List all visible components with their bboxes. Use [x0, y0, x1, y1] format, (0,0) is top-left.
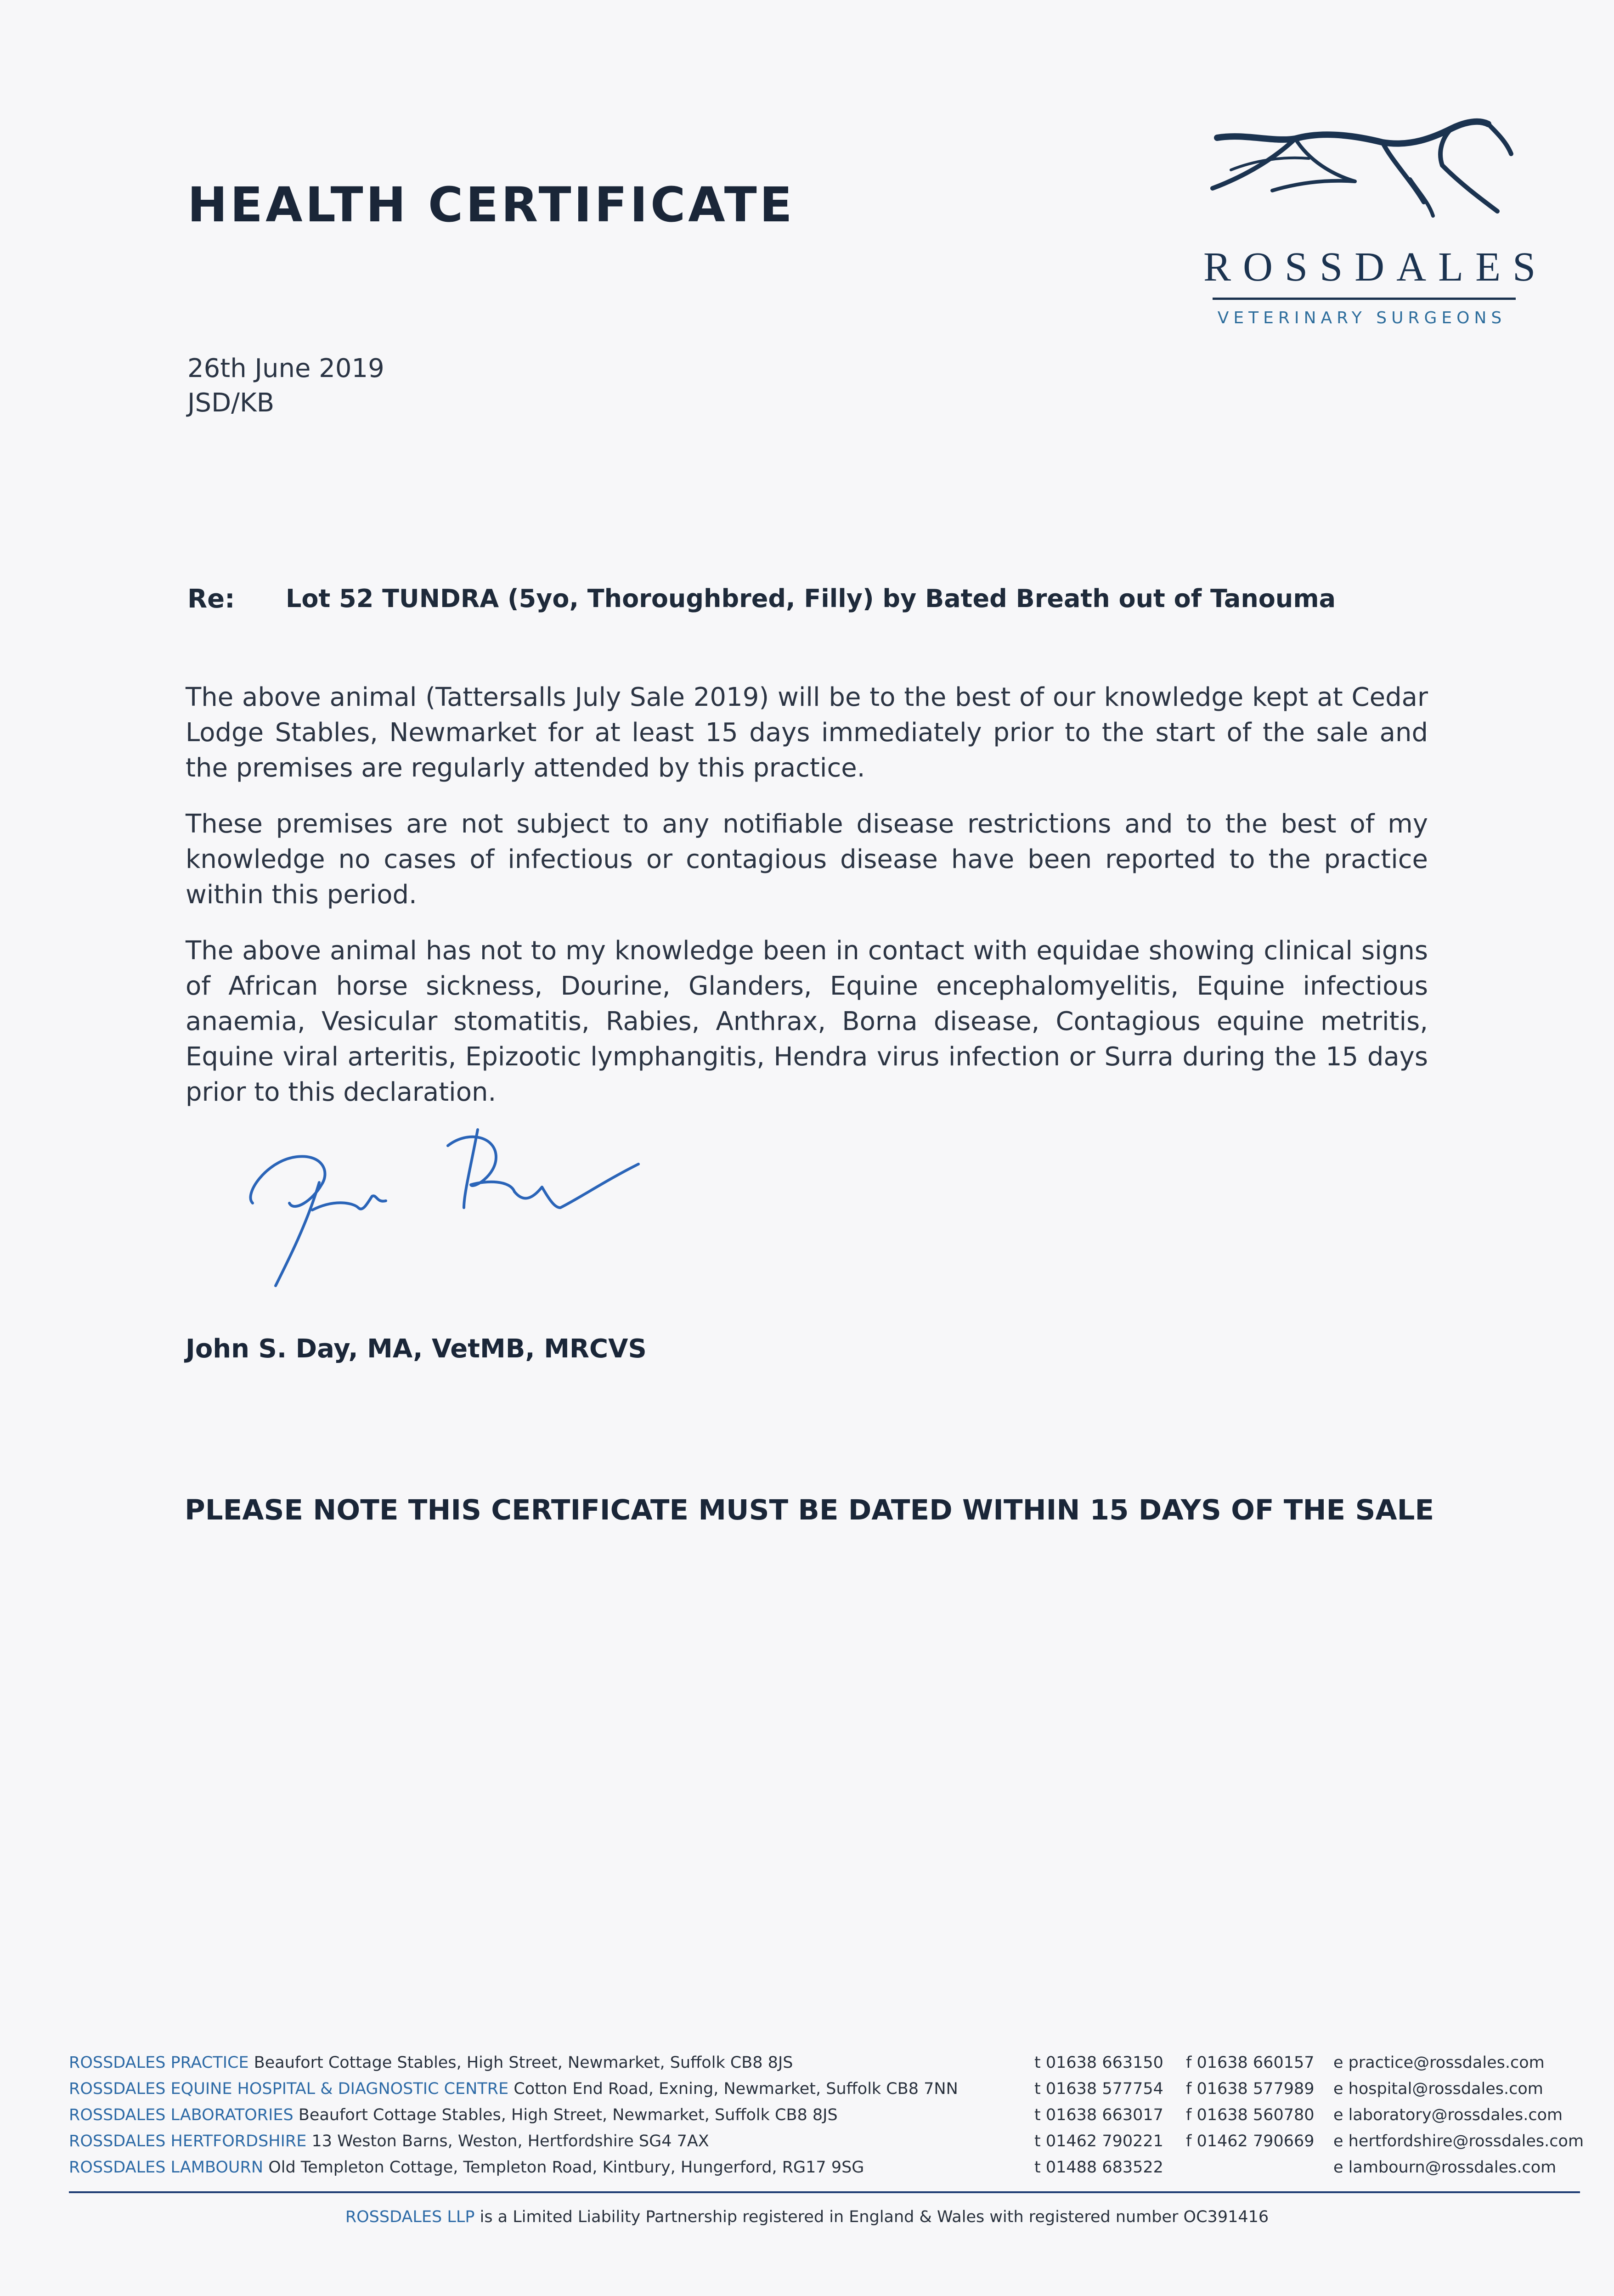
office-phone: t 01462 790221	[1034, 2132, 1163, 2150]
logo-divider	[1213, 298, 1516, 300]
office-fax: f 01638 560780	[1186, 2106, 1315, 2124]
office-phone: t 01638 663017	[1034, 2106, 1163, 2124]
office-name: ROSSDALES LABORATORIES	[69, 2106, 293, 2124]
office-phone: t 01488 683522	[1034, 2158, 1163, 2177]
body-paragraph: The above animal (Tattersalls July Sale 2019) will be to the best of our knowledge kept at Cedar Lodge Stables, Newmarket for at least 15 days immediately prior to the start of the sale and the premises are regularly attended by this practice.	[186, 682, 1428, 783]
office-email: e hospital@rossdales.com	[1333, 2080, 1543, 2098]
document-date: 26th June 2019	[187, 354, 384, 383]
office-row	[69, 2106, 1571, 2132]
office-row	[69, 2132, 1584, 2158]
office-address: Beaufort Cottage Stables, High Street, Newmarket, Suffolk CB8 8JS	[298, 2106, 838, 2124]
subject-line: Lot 52 TUNDRA (5yo, Thoroughbred, Filly) by Bated Breath out of Tanouma	[286, 584, 1336, 613]
certificate-body	[186, 680, 1428, 1131]
llp-statement	[0, 2208, 1614, 2226]
office-address: Beaufort Cottage Stables, High Street, Newmarket, Suffolk CB8 8JS	[254, 2054, 793, 2072]
office-phone: t 01638 577754	[1034, 2080, 1163, 2098]
logo-subtitle: VETERINARY SURGEONS	[1217, 309, 1507, 327]
logo-wordmark: ROSSDALES	[1203, 244, 1548, 290]
office-name: ROSSDALES PRACTICE	[69, 2054, 249, 2072]
document-reference: JSD/KB	[187, 388, 275, 418]
document-title: HEALTH CERTIFICATE	[187, 177, 795, 233]
office-email: e hertfordshire@rossdales.com	[1333, 2132, 1584, 2150]
office-name: ROSSDALES EQUINE HOSPITAL & DIAGNOSTIC CENTRE	[69, 2080, 509, 2098]
office-row	[69, 2158, 1571, 2184]
llp-name: ROSSDALES LLP	[345, 2208, 475, 2226]
important-note: PLEASE NOTE THIS CERTIFICATE MUST BE DATED WITHIN 15 DAYS OF THE SALE	[185, 1494, 1434, 1526]
office-fax: f 01638 577989	[1186, 2080, 1315, 2098]
office-fax: f 01638 660157	[1186, 2054, 1315, 2072]
office-row	[69, 2054, 1571, 2080]
llp-registration: is a Limited Liability Partnership registered in England & Wales with registered number OC391416	[480, 2208, 1269, 2226]
galloping-horse-icon	[1203, 110, 1525, 239]
office-address: 13 Weston Barns, Weston, Hertfordshire SG4 7AX	[311, 2132, 709, 2150]
office-phone: t 01638 663150	[1034, 2054, 1163, 2072]
signatory-name: John S. Day, MA, VetMB, MRCVS	[186, 1334, 647, 1364]
footer-divider	[69, 2191, 1580, 2193]
re-label: Re:	[187, 584, 235, 614]
handwritten-signature	[239, 1102, 698, 1306]
office-address: Cotton End Road, Exning, Newmarket, Suffolk CB8 7NN	[514, 2080, 958, 2098]
office-name: ROSSDALES LAMBOURN	[69, 2158, 264, 2177]
office-email: e practice@rossdales.com	[1333, 2054, 1545, 2072]
body-paragraph: The above animal has not to my knowledge been in contact with equidae showing clinical signs of African horse sickness, Dourine, Glanders, Equine encephalomyelitis, Equine infectious anaemia, Vesicular stomatitis, Rabies, Anthrax, Borna disease, Contagious equine metritis, Equine viral arteritis, Epizootic lymphangitis, Hendra virus infection or Surra during the 15 days prior to this declaration.	[186, 936, 1428, 1107]
rossdales-logo	[1203, 110, 1548, 331]
office-address: Old Templeton Cottage, Templeton Road, Kintbury, Hungerford, RG17 9SG	[268, 2158, 864, 2177]
body-paragraph: These premises are not subject to any notifiable disease restrictions and to the best of my knowledge no cases of infectious or contagious disease have been reported to the practice within this period.	[186, 809, 1428, 910]
office-email: e lambourn@rossdales.com	[1333, 2158, 1557, 2177]
footer-offices	[69, 2054, 1584, 2184]
office-name: ROSSDALES HERTFORDSHIRE	[69, 2132, 307, 2150]
office-row	[69, 2080, 1571, 2106]
office-fax: f 01462 790669	[1186, 2132, 1315, 2150]
office-email: e laboratory@rossdales.com	[1333, 2106, 1563, 2124]
